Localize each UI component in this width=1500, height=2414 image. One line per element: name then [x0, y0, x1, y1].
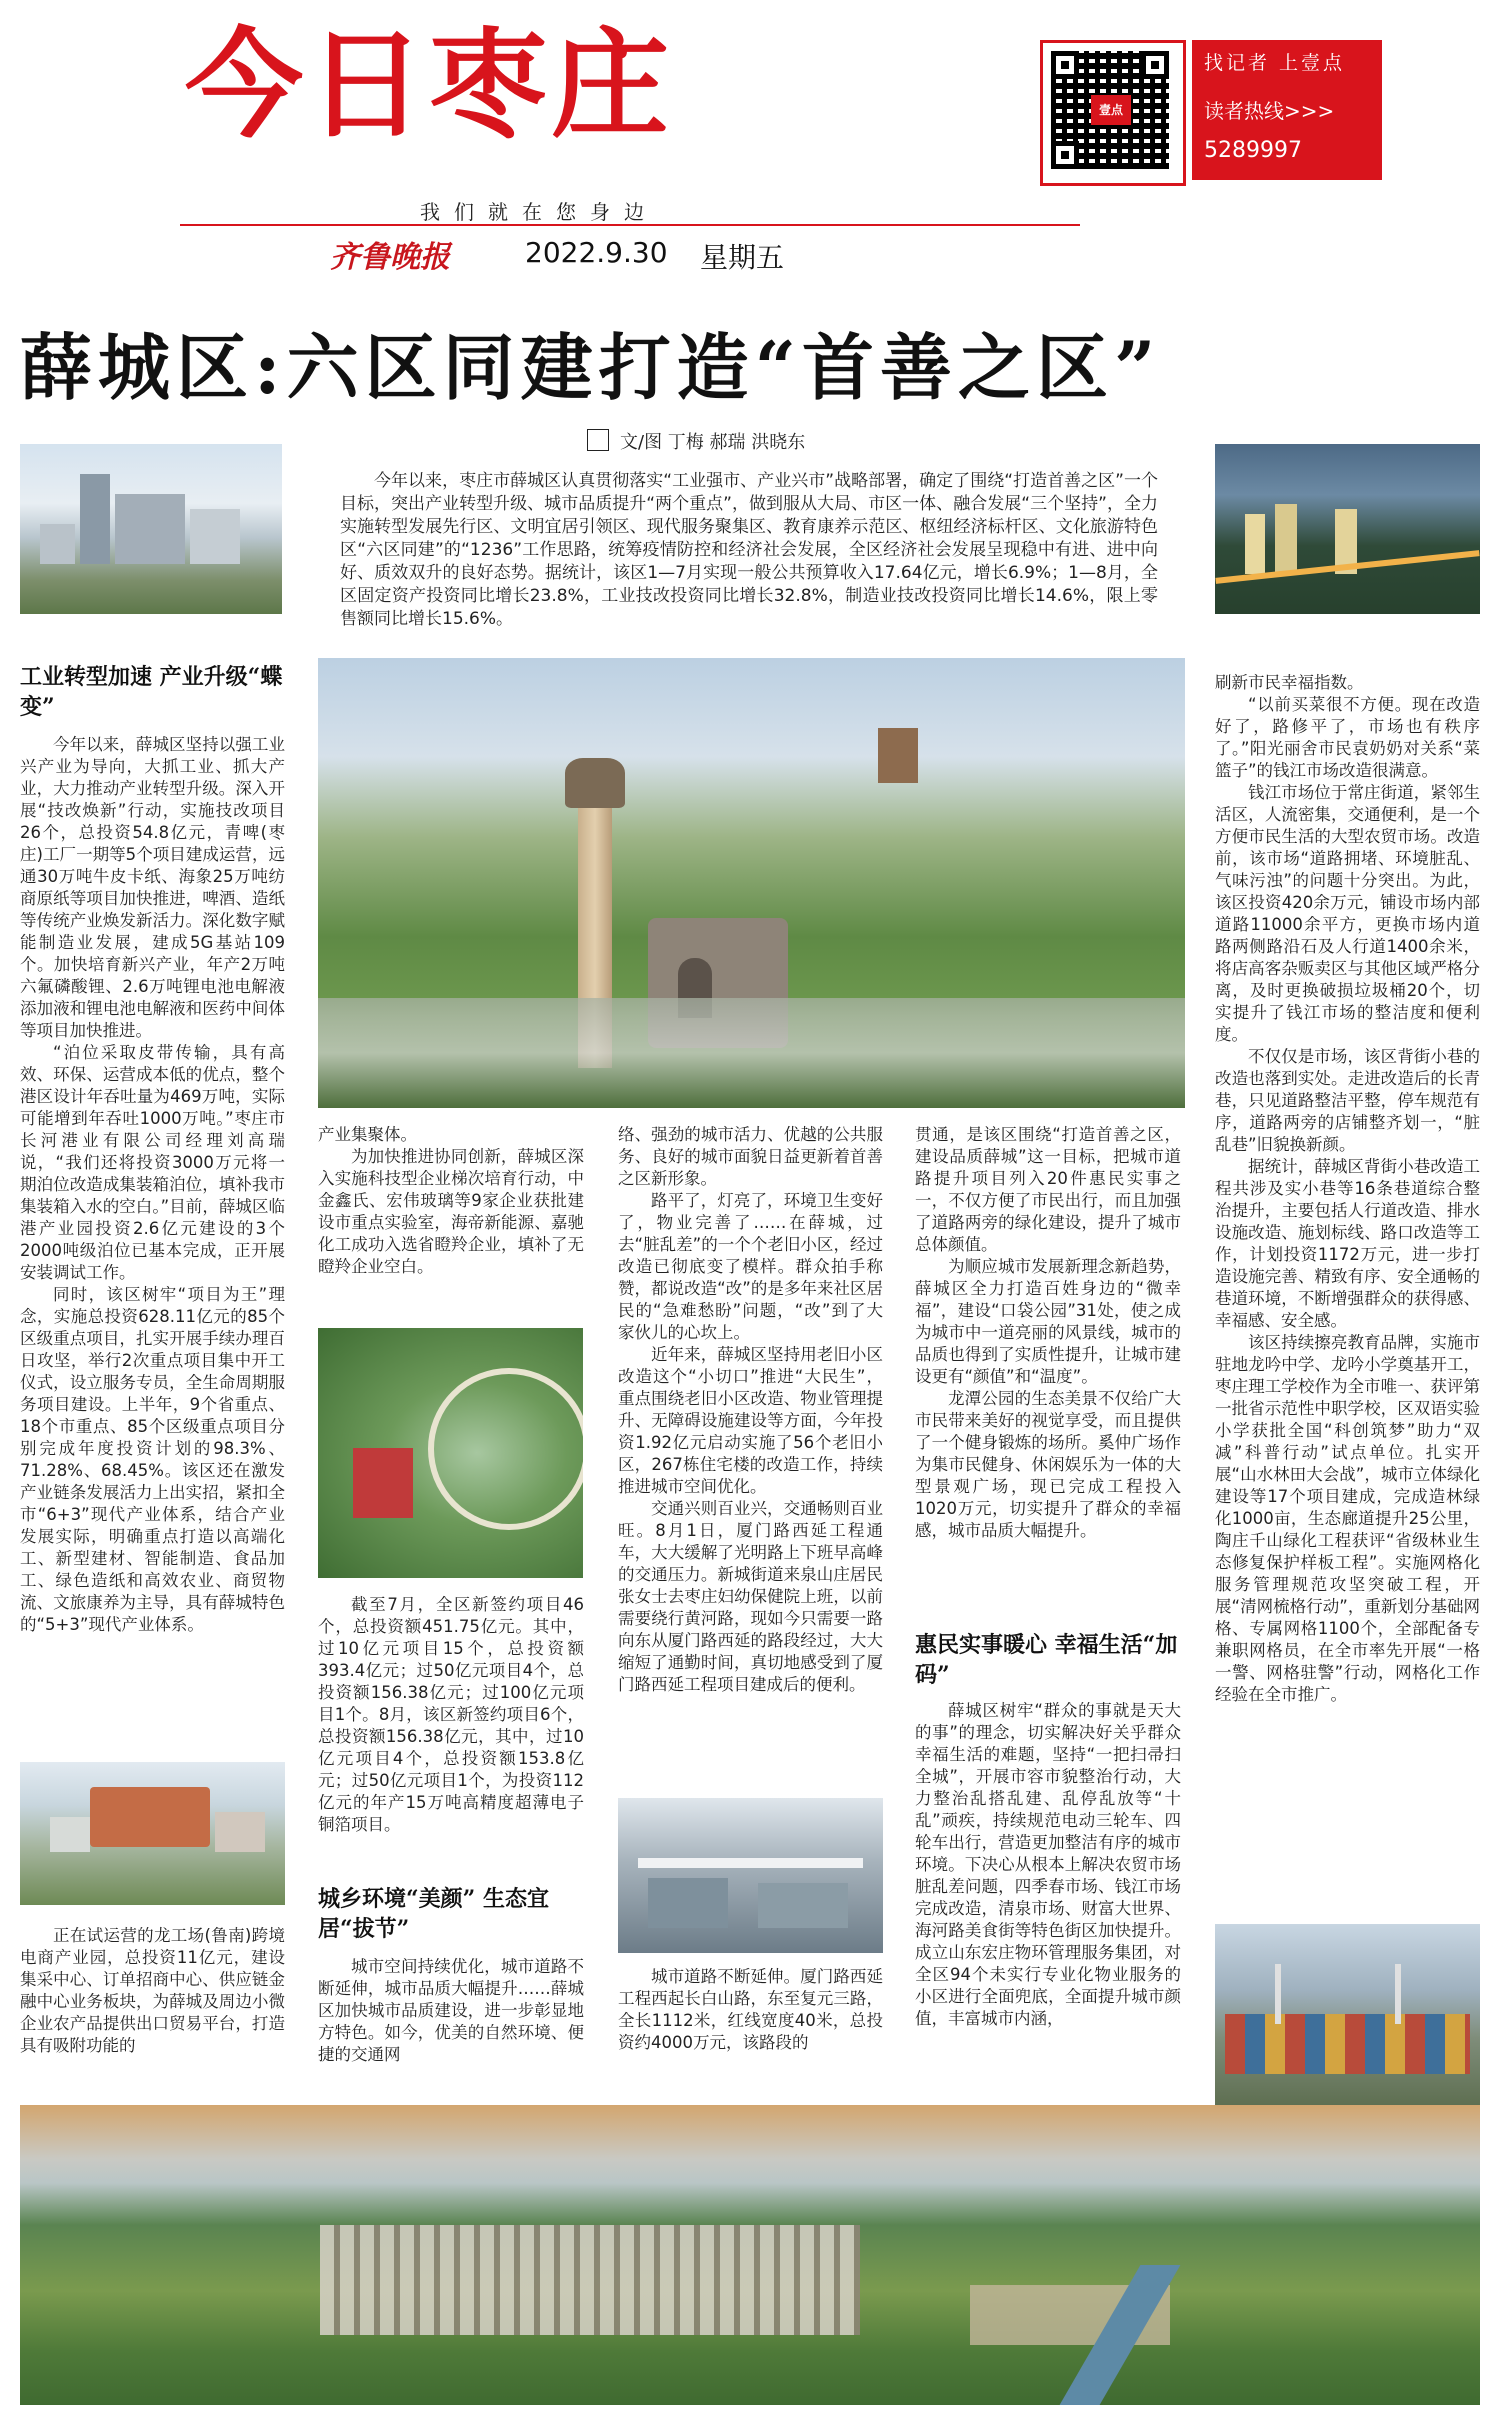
- paragraph: 该区持续擦亮教育品牌，实施市驻地龙吟中学、龙吟小学奠基开工，枣庄理工学校作为全市唯一、获评第一批省示范性中职学校，区双语实验小学获批全国“科创筑梦”助力“双减”科普行动”试点单位。扎实开展“山水林田大会战”，城市立体绿化建设等17个项目建成，完成造林绿化1000亩，生态廊道提升25公里，陶庄千山绿化工程获评“省级林业生态修复保护样板工程”。实施网格化服务管理规范攻坚突破工程，开展“清网梳格行动”，重新划分基础网格、专属网格1100个，全部配备专兼职网格员，在全市率先开展“一格一警、网格驻警”行动，网格化工作经验在全市推广。: [1215, 1333, 1480, 1704]
- paragraph: 钱江市场位于常庄街道，紧邻生活区，人流密集，交通便利，是一个方便市民生活的大型农贸市场。改造前，该市场“道路拥堵、环境脏乱、气味污浊”的问题十分突出。为此，该区投资420余万元，铺设市场内部道路11000余平方，更换市场内道路两侧路沿石及人行道1400余米，将店高客杂贩卖区与其他区域严格分离，及时更换破损垃圾桶20个，切实提升了钱江市场的整洁度和便利度。: [1215, 783, 1480, 1044]
- paragraph: 今年以来，薛城区坚持以强工业兴产业为导向，大抓工业、抓大产业，大力推动产业转型升级。深入开展“技改焕新”行动，实施技改项目26个，总投资54.8亿元，青啤(枣庄)工厂一期等5个项目建成运营，远通30万吨牛皮卡纸、海象25万吨纺商原纸等项目加快推进，啤酒、造纸等传统产业焕发新活力。深化数字赋能制造业发展，建成5G基站109个。加快培育新兴产业，年产2万吨六氟磷酸锂、2.6万吨锂电池电解液添加液和锂电池电解液和医药中间体等项目加快推进。: [20, 735, 285, 1040]
- column-3: [618, 1124, 883, 1696]
- hotline-number: 5289997: [1204, 138, 1302, 163]
- paragraph: 为加快推进协同创新，薛城区深入实施科技型企业梯次培育行动，中金鑫氏、宏伟玻璃等9家企业获批建设市重点实验室，海帝新能源、嘉驰化工成功入选省瞪羚企业，填补了无瞪羚企业空白。: [318, 1147, 584, 1276]
- paragraph: 近年来，薛城区坚持用老旧小区改造这个“小切口”推进“大民生”，重点围绕老旧小区改造、物业管理提升、无障碍设施建设等方面，今年投资1.92亿元启动实施了56个老旧小区，267栋住宅楼的改造工作，持续推进城市空间优化。: [618, 1345, 883, 1496]
- industrial-plant-photo: [20, 444, 282, 614]
- qr-finder-icon: [1141, 51, 1169, 79]
- article-intro: 今年以来，枣庄市薛城区认真贯彻落实“工业强市、产业兴市”战略部署，确定了围绕“打造首善之区”一个目标，突出产业转型升级、城市品质提升“两个重点”，做到服从大局、市区一体、融合发展“三个坚持”，全力实施转型发展先行区、文明宜居引领区、现代服务聚集区、教育康养示范区、枢纽经济标杆区、文化旅游特色区“六区同建”的“1236”工作思路，统筹疫情防控和经济社会发展，全区经济社会发展呈现稳中有进、进中向好、质效双升的良好态势。据统计，该区1—7月实现一般公共预算收入17.64亿元，增长6.9%；1—8月，全区固定资产投资同比增长23.8%，工业技改投资同比增长32.8%，制造业技改投资同比增长14.6%，限上零售额同比增长15.6%。: [340, 471, 1158, 629]
- section-title-livelihood: 惠民实事暖心 幸福生活“加码”: [915, 1632, 1178, 1688]
- section-title-industry: 工业转型加速 产业升级“蝶变”: [20, 664, 283, 720]
- hotline-slogan: 找记者 上壹点: [1204, 52, 1346, 74]
- column-2: [318, 1124, 584, 1278]
- factory-interior-photo: [618, 1798, 883, 1953]
- article-byline: 文/图 丁梅 郝瑞 洪晓东: [620, 432, 806, 453]
- paragraph: 薛城区树牢“群众的事就是天大的事”的理念，切实解决好关乎群众幸福生活的难题，坚持“一把扫帚扫全城”，开展市容市貌整治行动，大力整治乱搭乱建、乱停乱放等“十乱”顽疾，持续规范电动三轮车、四轮车出行，营造更加整洁有序的城市环境。下决心从根本上解决农贸市场脏乱差问题，四季春市场、钱江市场完成改造，清泉市场、财富大世界、海河路美食街等特色街区加快提升。成立山东宏庄物环管理服务集团，对全区94个未实行专业化物业服务的小区进行全面兜底，全面提升城市颜值，丰富城市内涵，: [915, 1701, 1181, 2028]
- qr-finder-icon: [1051, 141, 1079, 169]
- masthead-divider: [180, 224, 1080, 226]
- column-1-continued: [20, 1925, 285, 2057]
- issue-weekday: 星期五: [700, 241, 785, 274]
- paragraph: 截至7月，全区新签约项目46个，总投资额451.75亿元。其中，过10亿元项目15个，总投资额393.4亿元；过50亿元项目4个，总投资额156.38亿元；过100亿元项目1个。8月，该区新签约项目6个，总投资额156.38亿元，其中，过10亿元项目4个，总投资额153.8亿元；过50亿元项目1个，为投资112亿元的年产15万吨高精度超薄电子铜箔项目。: [318, 1595, 584, 1834]
- issue-date: 2022.9.30: [525, 236, 668, 269]
- qr-code[interactable]: [1040, 40, 1186, 186]
- masthead-slogan: 我们就在您身边: [420, 200, 658, 224]
- byline-marker: [587, 429, 609, 451]
- night-residential-photo: [1215, 444, 1480, 614]
- main-landmark-photo: [318, 658, 1185, 1108]
- paragraph: 刷新市民幸福指数。: [1215, 673, 1364, 692]
- column-4-continued: [915, 1700, 1181, 2030]
- paragraph: 产业集聚体。: [318, 1125, 417, 1144]
- paragraph: “以前买菜很不方便。现在改造好了，路修平了，市场也有秩序了。”阳光丽舍市民袁奶奶对关系“菜篮子”的钱江市场改造很满意。: [1215, 695, 1480, 780]
- qr-center-logo: 壹点: [1091, 95, 1131, 125]
- paragraph: 不仅仅是市场，该区背街小巷的改造也落到实处。走进改造后的长青巷，只见道路整洁平整，停车规范有序，道路两旁的店铺整齐划一，“脏乱巷”旧貌换新颜。: [1215, 1047, 1480, 1154]
- column-4: [915, 1124, 1181, 1542]
- column-2-continued: [318, 1594, 584, 1836]
- paragraph: 络、强劲的城市活力、优越的公共服务、良好的城市面貌日益更新着首善之区新形象。: [618, 1125, 883, 1188]
- pocket-park-photo: [318, 1328, 583, 1578]
- paragraph: 交通兴则百业兴，交通畅则百业旺。8月1日，厦门路西延工程通车，大大缓解了光明路上下班早高峰的交通压力。新城街道来泉山庄居民张女士去枣庄妇幼保健院上班，以前需要绕行黄河路，现如今只需要一路向东从厦门路西延的路段经过，大大缩短了通勤时间，真切地感受到了厦门路西延工程项目建成后的便利。: [618, 1499, 883, 1694]
- paragraph: 路平了，灯亮了，环境卫生变好了，物业完善了……在薛城，过去“脏乱差”的一个个老旧小区，经过改造已彻底变了模样。群众拍手称赞，都说改造“改”的是多年来社区居民的“急难愁盼”问题，“改”到了大家伙儿的心坎上。: [618, 1191, 883, 1342]
- column-5: [1215, 672, 1480, 1706]
- paragraph: 城市空间持续优化，城市道路不断延伸，城市品质大幅提升……薛城区加快城市品质建设，进一步彰显地方特色。如今，优美的自然环境、便捷的交通网: [318, 1957, 584, 2064]
- logistics-port-photo: [1215, 1924, 1480, 2114]
- paragraph: 龙潭公园的生态美景不仅给广大市民带来美好的视觉享受，而且提供了一个健身锻炼的场所。奚仲广场作为集市民健身、休闲娱乐为一体的大型景观广场，现已完成工程投入1020万元，切实提升了群众的幸福感，城市品质大幅提升。: [915, 1389, 1181, 1540]
- article-headline: 薛城区:六区同建打造“首善之区”: [20, 325, 1162, 410]
- masthead-title: 今日枣庄: [185, 16, 674, 154]
- hotline-label: 读者热线>>>: [1204, 99, 1335, 123]
- column-1: [20, 734, 285, 1636]
- qr-finder-icon: [1051, 51, 1079, 79]
- section-title-environment: 城乡环境“美颜” 生态宜居“拔节”: [318, 1886, 549, 1942]
- column-2-end: [318, 1956, 584, 2066]
- road-caption: 城市道路不断延伸。厦门路西延工程西起长白山路，东至复元三路，全长1112米，红线宽度40米，总投资约4000万元，该路段的: [618, 1967, 883, 2052]
- paragraph: 为顺应城市发展新理念新趋势，薛城区全力打造百姓身边的“微幸福”，建设“口袋公园”31处，使之成为城市中一道亮丽的风景线，城市的品质也得到了实质性提升，让城市建设更有“颜值”和“温度”。: [915, 1257, 1181, 1386]
- paragraph: 同时，该区树牢“项目为王”理念，实施总投资628.11亿元的85个区级重点项目，扎实开展手续办理百日攻坚，举行2次重点项目集中开工仪式，设立服务专员，全生命周期服务项目建设。上半年，9个省重点、18个市重点、85个区级重点项目分别完成年度投资计划的98.3%、71.28%、68.45%。该区还在激发产业链条发展活力上出实招，紧扣全市“6+3”现代产业体系，结合产业发展实际，明确重点打造以高端化工、新型建材、智能制造、食品加工、绿色造纸和高效农业、商贸物流、文旅康养为主导，具有薛城特色的“5+3”现代产业体系。: [20, 1285, 285, 1634]
- paragraph: “泊位采取皮带传输，具有高效、环保、运营成本低的优点，整个港区设计年吞吐量为469万吨，实际可能增到年吞吐1000万吨。”枣庄市长河港业有限公司经理刘高瑞说，“我们还将投资3000万元将一期泊位改造成集装箱泊位，填补我市集装箱入水的空白。”目前，薛城区临港产业园投资2.6亿元建设的3个2000吨级泊位已基本完成，正开展安装调试工作。: [20, 1043, 285, 1282]
- hotline-box: [1192, 40, 1382, 180]
- paragraph: 贯通，是该区围绕“打造首善之区，建设品质薛城”这一目标，把城市道路提升项目列入20件惠民实事之一，不仅方便了市民出行，而且加强了道路两旁的绿化建设，提升了城市总体颜值。: [915, 1125, 1181, 1254]
- bottom-panorama-photo: [20, 2105, 1480, 2405]
- paragraph: 据统计，薛城区背街小巷改造工程共涉及实小巷等16条巷道综合整治提升，主要包括人行道改造、排水设施改造、施划标线、路口改造等工作，计划投资1172万元，进一步打造设施完善、精致有序、安全通畅的巷道环境，不断增强群众的获得感、幸福感、安全感。: [1215, 1157, 1480, 1330]
- paragraph: 正在试运营的龙工场(鲁南)跨境电商产业园，总投资11亿元，建设集采中心、订单招商中心、供应链金融中心业务板块，为薛城及周边小微企业农产品提供出口贸易平台，打造具有吸附功能的: [20, 1926, 285, 2055]
- paper-logo: 齐鲁晚报: [330, 240, 450, 275]
- ecommerce-park-photo: [20, 1762, 285, 1905]
